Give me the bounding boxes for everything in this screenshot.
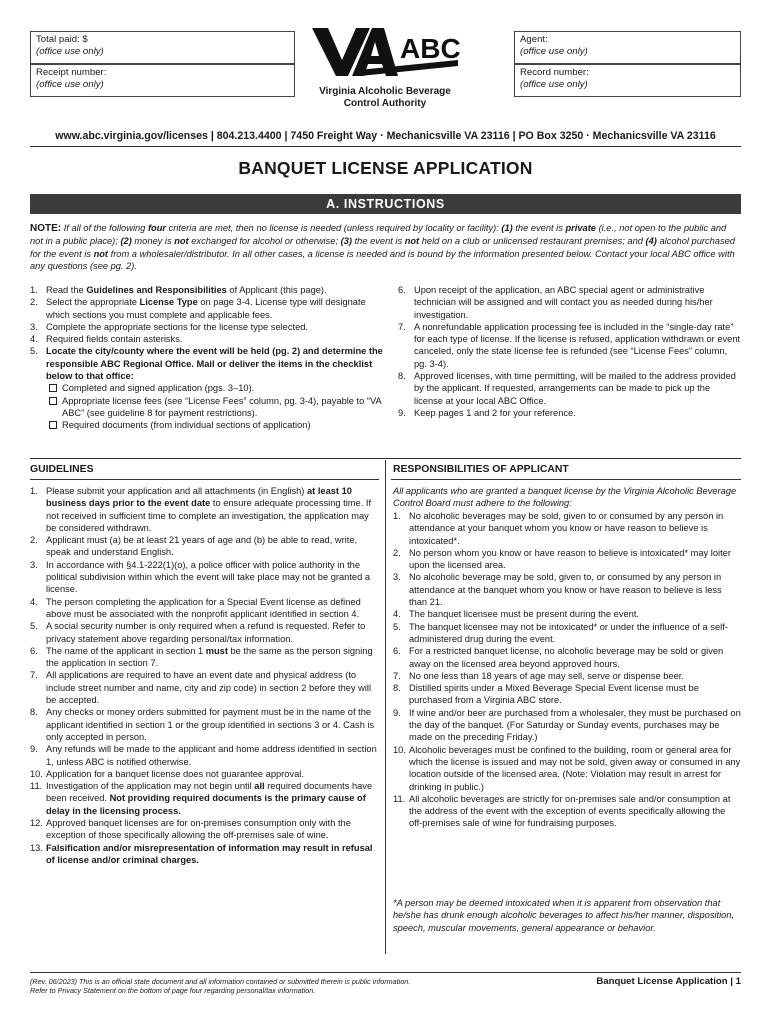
intoxication-footnote: *A person may be deemed intoxicated when it is apparent from observation that he/she has drunk enough alcoholic beverages to affect his/her manner, disposition, speech, muscular movements, general appearance or behavior. [393, 898, 735, 933]
item-number: 10. [30, 768, 43, 779]
item-text: Applicant must (a) be at least 21 years of age and (b) be able to read, write, speak and understand English. [46, 535, 358, 558]
instructions-list-right [398, 284, 741, 419]
item-number: 9. [393, 707, 401, 718]
item-text: The banquet licensee may not be intoxicated* or under the influence of a self-administered drug during the event. [409, 621, 728, 644]
instructions-list-left [30, 284, 390, 432]
checkbox [49, 384, 57, 392]
checklist-text: Appropriate license fees (see “License Fees” column, pg. 3-4), payable to “VA ABC” (see guideline 8 for payment restrictions). [62, 395, 382, 418]
item-text: The banquet licensee must be present during the event. [409, 609, 639, 620]
item-emphasis: all [254, 781, 265, 792]
item-text: Required fields contain asterisks. [46, 334, 183, 345]
list-item [393, 621, 741, 646]
note-emphasis: not [174, 236, 189, 247]
list-item [30, 706, 378, 743]
list-item [30, 780, 378, 817]
item-text: The person completing the application for a Special Event license as defined above must be associated with the nonprofit applicant identified in section 4. [46, 596, 361, 619]
organization-name [308, 86, 462, 110]
item-text: All applications are required to have an event date and physical address (to include street number and name, city and zip code) in section 2 before they will be accepted. [46, 670, 372, 706]
item-number: 9. [398, 407, 406, 418]
item-number: 5. [30, 621, 38, 632]
note-emphasis: (1) [501, 223, 513, 233]
list-item [393, 682, 741, 707]
receipt-number-sub: (office use only) [36, 78, 104, 90]
item-number: 1. [30, 486, 38, 496]
list-item [393, 744, 741, 793]
list-item [393, 510, 741, 547]
list-item [30, 534, 378, 559]
responsibilities-list [393, 510, 741, 830]
record-number-label: Record number: [520, 67, 589, 78]
item-text: required documents have been received. [46, 781, 373, 804]
footer-line-1: (Rev. 06/2023) This is an official state document and all information contained or submitted therein is public information. [30, 977, 411, 986]
list-item [30, 321, 390, 333]
item-number: 12. [30, 818, 43, 829]
record-number-box [514, 64, 741, 97]
item-emphasis: License Type [139, 297, 198, 308]
divider [30, 972, 741, 973]
note-emphasis: private [565, 223, 596, 233]
note-emphasis: not [93, 248, 109, 259]
total-paid-box [30, 31, 295, 64]
agent-box [514, 31, 741, 64]
note-text: (i.e., not open to the public and not in a public place); [30, 223, 727, 247]
list-item [393, 608, 741, 620]
list-item [393, 571, 741, 608]
item-text: No person whom you know or have reason to believe is intoxicated* may loiter upon the licensed area. [409, 547, 731, 571]
note-paragraph [30, 222, 741, 272]
item-number: 1. [30, 285, 38, 295]
divider [30, 458, 741, 459]
note-emphasis: (4) [645, 236, 657, 247]
list-item [30, 743, 378, 768]
item-text: Approved banquet licenses are for on-premises consumption only with the exception of those specifically allowing the off-premises sale of wine. [46, 818, 351, 841]
note-text: held on a club or unlicensed restaurant premises; and [419, 236, 646, 247]
item-number: 11. [393, 793, 406, 804]
item-text: The name of the applicant in section 1 [46, 645, 206, 656]
item-text: on page 3-4. License type will designate which sections you must complete and applicable fees. [46, 297, 366, 320]
item-text: All alcoholic beverages are strictly for on-premises sale and/or consumption at the address of the event with the exception of events specifically allowing the off-premises sale of wine for fundraising purposes. [409, 793, 731, 829]
item-text: Any refunds will be made to the applicant and home address identified in section 1, unless ABC is notified otherwise. [46, 744, 377, 767]
item-number: 4. [393, 609, 401, 620]
item-number: 3. [30, 559, 38, 570]
checklist-item [46, 382, 390, 394]
item-emphasis: Guidelines and Responsibilities [86, 285, 227, 295]
note-label: NOTE: [30, 223, 62, 234]
list-item [398, 284, 741, 321]
org-line-1: Virginia Alcoholic Beverage [319, 86, 451, 97]
item-text: Alcoholic beverages must be confined to the building, room or general area for which the license is issued and may not be sold, given away or consumed in any location outside of the licensed area. (Note: Violation may result in arrest for drinking in public.) [409, 744, 741, 792]
checkbox [49, 421, 57, 429]
item-number: 3. [393, 572, 401, 583]
note-text: exchanged for alcohol or otherwise; [188, 236, 341, 247]
item-number: 5. [30, 346, 38, 357]
checklist-text: Completed and signed application (pgs. 3–10). [62, 383, 255, 394]
svg-text:ABC: ABC [400, 33, 461, 64]
responsibilities-intro: All applicants who are granted a banquet license by the Virginia Alcoholic Beverage Control Board must adhere to the following: [393, 486, 737, 509]
item-number: 11. [30, 781, 43, 792]
item-text: Keep pages 1 and 2 for your reference. [414, 407, 576, 418]
record-number-sub: (office use only) [520, 78, 588, 90]
item-number: 6. [30, 645, 38, 656]
item-number: 2. [393, 547, 401, 558]
item-emphasis: Not providing required documents is the primary cause of delay in the licensing process. [46, 793, 366, 816]
item-number: 4. [30, 334, 38, 345]
note-text: alcohol purchased for the event is [30, 236, 735, 259]
list-item [30, 485, 378, 534]
total-paid-label: Total paid: $ [36, 34, 88, 45]
note-text: criteria are met, then no license is needed (unless required by locality or facility): [166, 223, 502, 233]
note-text: If all of the following [61, 223, 148, 233]
note-emphasis: (3) [340, 236, 352, 247]
list-item [30, 669, 378, 706]
item-number: 2. [30, 297, 38, 308]
divider [30, 146, 741, 147]
item-number: 3. [30, 321, 38, 332]
item-text: No one less than 18 years of age may sell, serve or dispense beer. [409, 670, 684, 681]
list-item [30, 345, 390, 431]
item-text: A nonrefundable application processing fee is included in the “single-day rate” for each type of license. If the license is refused, application withdrawn or event canceled, only the state license fee is refunded (see “License Fees” column, pg. 3-4). [414, 321, 741, 369]
page-label: Banquet License Application | 1 [596, 976, 741, 987]
list-item [30, 645, 378, 670]
list-item [30, 296, 390, 321]
item-number: 8. [30, 707, 38, 718]
note-text: from a wholesaler/distributor. In all other cases, a license is needed and is bound by the information presented below. Contact your local ABC office with any questions (see pg. 2). [30, 248, 735, 271]
item-text: Read the [46, 285, 87, 295]
checklist-text: Required documents (from individual sections of application) [62, 420, 311, 431]
item-number: 4. [30, 596, 38, 607]
item-number: 10. [393, 744, 406, 755]
receipt-number-label: Receipt number: [36, 67, 107, 78]
item-emphasis: at least 10 business days prior to the event date [46, 486, 352, 509]
list-item [30, 596, 378, 621]
list-item [30, 842, 378, 867]
list-item [393, 707, 741, 744]
agent-label: Agent: [520, 34, 548, 45]
checklist-item [46, 395, 390, 420]
responsibilities-heading: RESPONSIBILITIES OF APPLICANT [393, 464, 569, 475]
va-abc-logo-icon [308, 24, 462, 84]
note-text: the event is [512, 223, 566, 233]
item-text: No alcoholic beverages may be sold, given to or consumed by any person in attendance at your banquet whom you know or have reason to believe is intoxicated*. [409, 511, 724, 546]
item-text: be the same as the person signing the application in section 7. [46, 645, 373, 669]
note-emphasis: four [147, 223, 167, 233]
item-text: No alcoholic beverage may be sold, given to, or consumed by any person in attendance at the banquet whom you know or have reason to believe is less than 21. [409, 572, 722, 608]
note-text: the event is [351, 236, 405, 247]
divider [391, 479, 741, 480]
footer-line-2: Refer to Privacy Statement on the bottom of page four regarding personal/tax information. [30, 986, 316, 995]
org-line-2: Control Authority [343, 98, 427, 109]
item-number: 7. [398, 321, 406, 332]
item-number: 13. [30, 842, 43, 853]
item-text: Please submit your application and all attachments (in English) [46, 486, 307, 496]
item-text: Investigation of the application may not begin until [46, 781, 255, 792]
divider [30, 479, 379, 480]
note-emphasis: (2) [120, 236, 132, 247]
guidelines-heading: GUIDELINES [30, 464, 94, 475]
item-number: 8. [398, 371, 406, 382]
item-text: In accordance with §4.1-222(1)(o), a police officer with police authority in the political subdivision within which the event will take place may not be granted a license. [46, 559, 371, 595]
guidelines-list [30, 485, 378, 866]
list-item [30, 817, 378, 842]
item-number: 9. [30, 744, 38, 755]
note-text: money is [131, 236, 175, 247]
list-item [393, 645, 741, 670]
item-text: Select the appropriate [46, 297, 140, 308]
item-emphasis: Falsification and/or misrepresentation of information may result in refusal of license and/or criminal charges. [46, 842, 373, 865]
column-divider [385, 460, 386, 954]
item-text: If wine and/or beer are purchased from a wholesaler, they must be purchased on the day of the banquet. (For Saturday or Sunday events, purchases may be made on the preceding Friday.) [409, 707, 741, 743]
item-number: 7. [30, 670, 38, 681]
list-item [398, 407, 741, 419]
checklist-item [46, 419, 390, 431]
item-text: For a restricted banquet license, no alcoholic beverage may be sold or given away on the licensed area beyond approved hours. [409, 646, 724, 669]
item-number: 2. [30, 535, 38, 546]
list-item [393, 793, 741, 830]
item-emphasis: must [205, 645, 228, 656]
item-text: A social security number is only required when a refund is requested. Refer to privacy statement above regarding personal/tax information. [46, 621, 366, 644]
item-text: Any checks or money orders submitted for payment must be in the name of the applicant identified in section 1 or the group identified in sections 3 or 4. Cash is only accepted in person. [46, 707, 375, 742]
list-item [30, 559, 378, 596]
item-text: to ensure adequate processing time. If not received in sufficient time to complete an investigation, the application may be considered withdrawn. [46, 498, 372, 533]
item-text: Application for a banquet license does not guarantee approval. [46, 768, 304, 779]
list-item [393, 670, 741, 682]
item-number: 8. [393, 683, 401, 694]
page-title: BANQUET LICENSE APPLICATION [238, 158, 533, 178]
list-item [398, 370, 741, 407]
checkbox [49, 397, 57, 405]
section-a-header: A. INSTRUCTIONS [30, 194, 741, 214]
item-number: 6. [393, 646, 401, 657]
va-abc-logo [308, 24, 462, 114]
item-number: 1. [393, 511, 401, 521]
item-text: Approved licenses, with time permitting, will be mailed to the address provided by the applicant. If requested, arrangements can be made to pick up the license at your local ABC Office. [414, 371, 736, 406]
list-item [30, 333, 390, 345]
list-item [398, 321, 741, 370]
list-item [30, 620, 378, 645]
item-number: 7. [393, 670, 401, 681]
item-emphasis: Locate the city/county where the event will be held (pg. 2) and determine the responsible ABC Regional Office. Mail or deliver the items in the checklist below to that office: [46, 346, 383, 382]
item-text: Complete the appropriate sections for the license type selected. [46, 321, 309, 332]
note-emphasis: not [404, 236, 420, 247]
list-item [30, 768, 378, 780]
item-text: Upon receipt of the application, an ABC special agent or administrative technician will be assigned and will contact you as needed during his/her investigation. [414, 285, 713, 320]
item-number: 6. [398, 285, 406, 295]
item-number: 5. [393, 621, 401, 632]
item-text: Distilled spirits under a Mixed Beverage Special Event license must be purchased from a Virginia ABC store. [409, 683, 699, 706]
receipt-number-box [30, 64, 295, 97]
list-item [30, 284, 390, 296]
item-text: of Applicant (this page). [226, 285, 327, 295]
total-paid-sub: (office use only) [36, 45, 104, 57]
agent-sub: (office use only) [520, 45, 588, 57]
list-item [393, 547, 741, 572]
contact-line: www.abc.virginia.gov/licenses | 804.213.4400 | 7450 Freight Way · Mechanicsville VA 23116 | PO Box 3250 · Mechanicsville VA 23116 [55, 130, 716, 142]
footer-disclaimer [30, 977, 500, 995]
